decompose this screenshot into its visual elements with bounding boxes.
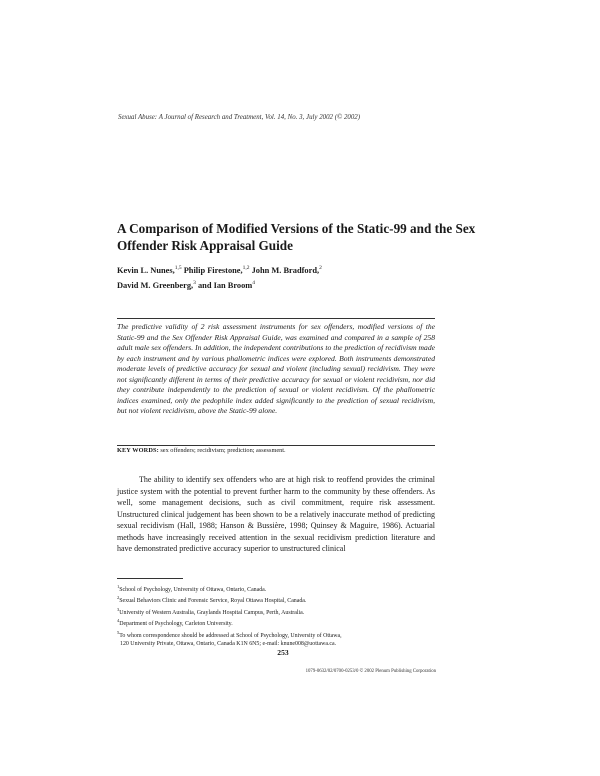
- footnotes: [117, 583, 447, 648]
- author-affiliation-mark: 3: [193, 280, 196, 287]
- author-name: Philip Firestone,: [183, 265, 243, 275]
- author-affiliation-mark: 4: [252, 280, 256, 287]
- footnote-mark: 2: [117, 595, 120, 601]
- footnote-text: To whom correspondence should be addressed at School of Psychology, University of Ottawa,: [119, 632, 342, 639]
- footnote-mark: 1: [117, 584, 120, 589]
- footnote-text: School of Psychology, University of Ottawa, Ontario, Canada.: [119, 586, 267, 593]
- article-title: A Comparison of Modified Versions of the Static-99 and the Sex Offender Risk Appraisal Guide: [117, 221, 476, 253]
- journal-citation: Sexual Abuse: A Journal of Research and Treatment, Vol. 14, No. 3, July 2002 (© 2002): [118, 114, 361, 121]
- copyright-line: 1079-0632/02/0700-0253/0 © 2002 Plenum Publishing Corporation: [305, 669, 436, 674]
- footnote-mark: 3: [117, 606, 120, 612]
- footnote-text: University of Western Australia, Graylands Hospital Campus, Perth, Australia.: [119, 609, 305, 616]
- keywords: [117, 447, 447, 454]
- footnote-mark: 4: [117, 618, 120, 624]
- footnote: [117, 629, 447, 640]
- body-paragraph: The ability to identify sex offenders who are at high risk to reoffend provides the criminal justice system with the potential to prevent further harm to the community by these offenders. As well, some management decisions, such as civil commitment, require risk assessment. Unstructured clinical judgement has been shown to be a relatively inaccurate method of predicting sexual recidivism (Hall, 1988; Hanson & Bussière, 1998; Quinsey & Maguire, 1986). Actuarial methods have increasingly received attention in the sexual recidivism prediction literature and have demonstrated predictive accuracy superior to unstructured clinical: [117, 475, 435, 553]
- author-name: John M. Bradford,: [251, 265, 320, 275]
- footnote: [117, 606, 447, 617]
- author-list: [117, 262, 497, 293]
- authors-line-1: [117, 262, 497, 277]
- footnote: [117, 617, 447, 628]
- authors-line-2: [117, 277, 497, 292]
- author-name: Kevin L. Nunes,: [117, 265, 175, 275]
- author-affiliation-mark: 2: [319, 265, 322, 271]
- footnote-rule: [117, 578, 183, 579]
- abstract-text: The predictive validity of 2 risk assessment instruments for sex offenders, modified versions of the Static-99 and the Sex Offender Risk Appraisal Guide, was examined and compared in a sample of 258 adult male sex offenders. In addition, the independent contributions to the prediction of recidivism made by each instrument and by various phallometric indices were explored. Both instruments demonstrated moderate levels of predictive accuracy for sexual and violent (including sexual) recidivism. They were not significantly different in terms of their predictive accuracy for sexual or violent recidivism, nor did they contribute independently to the prediction of sexual or violent recidivism. Of the phallometric indices examined, only the pedophile index added significantly to the prediction of sexual recidivism, but not violent recidivism, above the Static-99 alone.: [117, 322, 435, 415]
- author-name: David M. Greenberg,: [117, 281, 194, 291]
- keywords-text: sex offenders; recidivism; prediction; assessment.: [160, 447, 286, 454]
- keywords-label: KEY WORDS:: [117, 447, 159, 454]
- abstract-top-rule: [117, 318, 435, 319]
- author-affiliation-mark: 1,2: [242, 265, 250, 271]
- footnote: [117, 583, 447, 594]
- author-name: and Ian Broom: [197, 281, 253, 291]
- footnote-mark: 5: [117, 629, 120, 635]
- page-number: 253: [277, 648, 289, 657]
- footnote-text: Sexual Behaviors Clinic and Forensic Service, Royal Ottawa Hospital, Canada.: [119, 598, 307, 605]
- author-affiliation-mark: 1,5: [174, 265, 182, 271]
- footnote-text: 120 University Private, Ottawa, Ontario, Canada K1N 6N5; e-mail: knune008@uottawa.ca.: [120, 640, 337, 647]
- footnote: [117, 594, 447, 605]
- footnote-text: Department of Psychology, Carleton University.: [119, 621, 233, 628]
- abstract-bottom-rule: [117, 445, 435, 446]
